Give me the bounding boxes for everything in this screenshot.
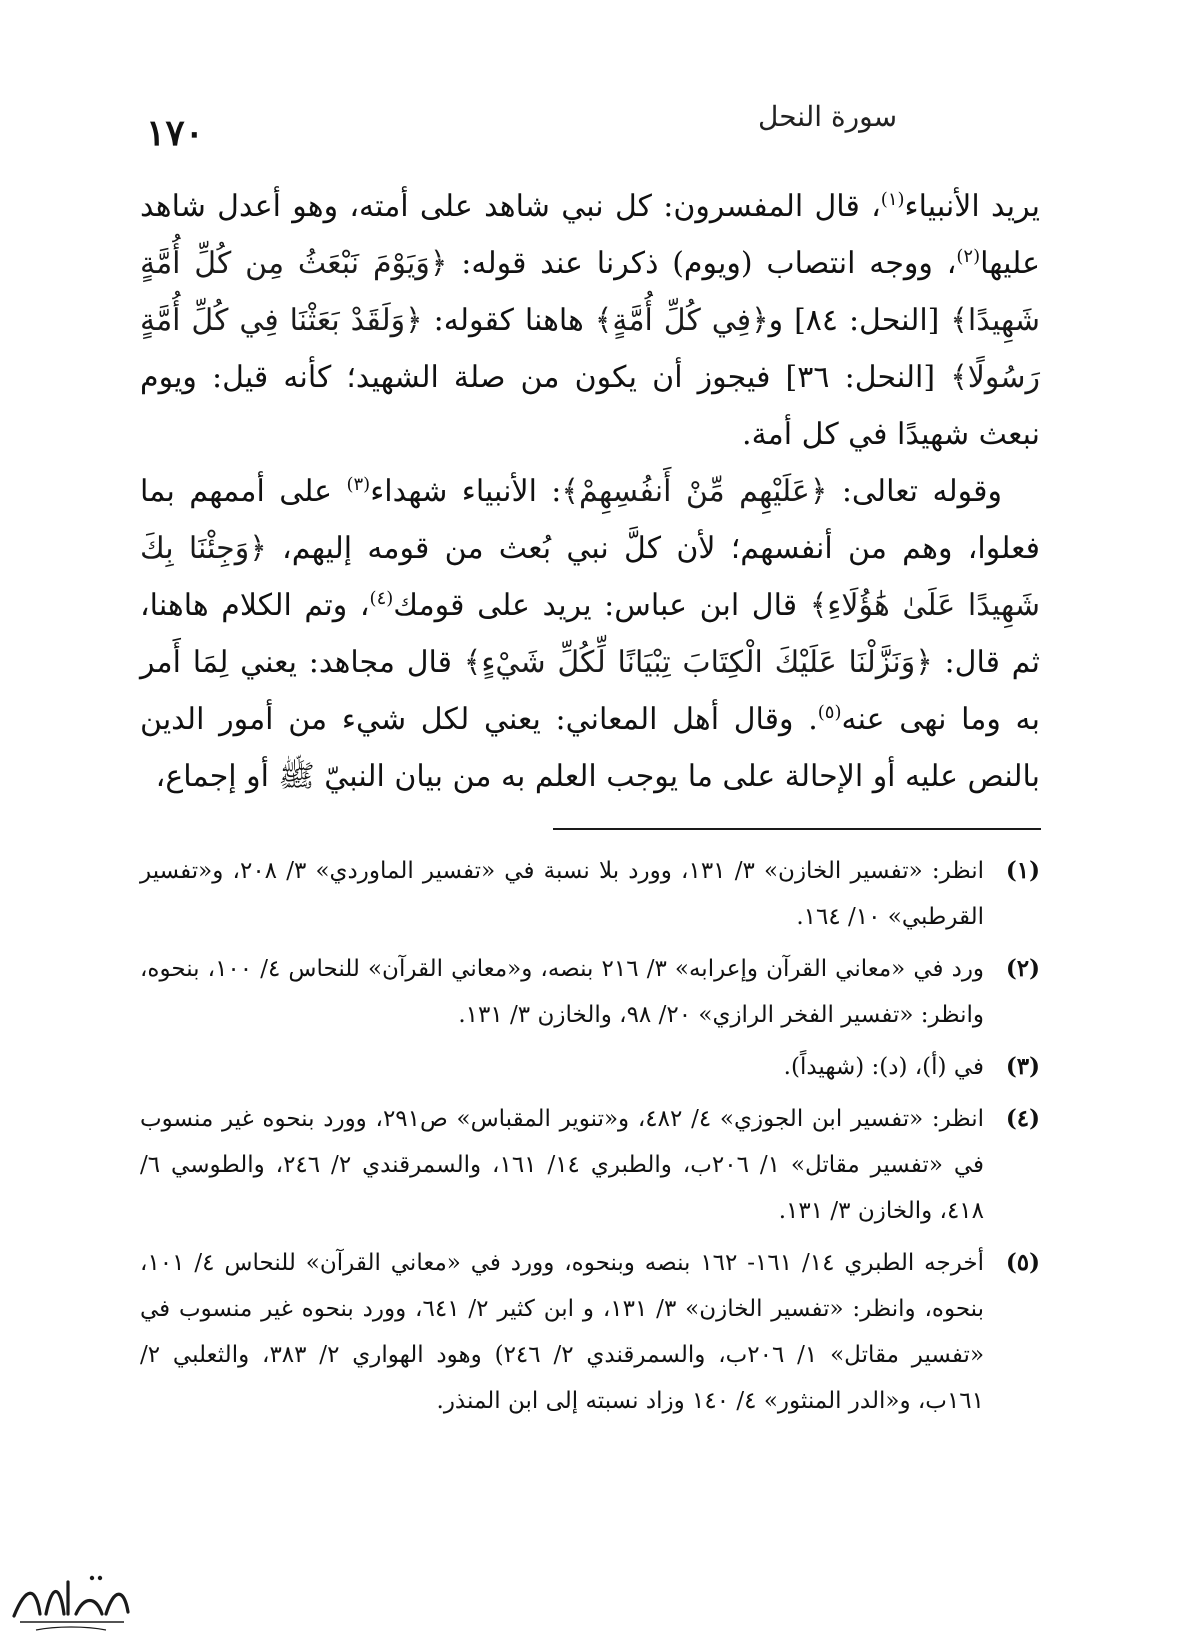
text-run: قال ابن عباس: يريد على قومك (393, 588, 810, 623)
text-run: على أممهم بما فعلوا، وهم من أنفسهم؛ لأن كلَّ نبي بُعث من قومه إليهم، (140, 474, 1040, 566)
text-run: هاهنا كقوله: (422, 303, 595, 338)
text-run: ، وتم الكلام هاهنا، ثم قال: (140, 588, 1040, 680)
surah-title: سورة النحل (758, 100, 898, 133)
footnote-number: (٥) (1005, 1249, 1040, 1276)
footnote-item (140, 946, 1040, 1038)
footnote-number: (٣) (1005, 1053, 1040, 1080)
text-run: قال مجاهد: يعني لِمَا أَمر به وما نهى عنه (140, 645, 1040, 737)
footnote-ref: (١) (880, 189, 905, 210)
quran-quote: ﴿وَنَزَّلْنَا عَلَيْكَ الْكِتَابَ تِبْيَانًا لِّكُلِّ شَيْءٍ﴾ (463, 645, 933, 680)
text-run: [النحل: ٣٦] فيجوز أن يكون من صلة الشهيد؛ كأنه قيل: ويوم نبعث شهيدًا في كل أمة. (140, 360, 1040, 452)
footnote-ref: (٥) (817, 702, 842, 723)
footnote-number: (٢) (1005, 955, 1040, 982)
footnote-item (140, 1044, 1040, 1090)
footnote-ref: (٢) (956, 246, 981, 267)
footnote-item (140, 848, 1040, 940)
publisher-logo (6, 1566, 134, 1640)
quran-quote: ﴿وَلَقَدْ بَعَثْنَا فِي كُلِّ أُمَّةٍ رَسُولًا﴾ (140, 303, 1041, 395)
footnote-text: ورد في «معاني القرآن وإعرابه» ٣/ ٢١٦ بنصه، و«معاني القرآن» للنحاس ٤/ ١٠٠، بنحوه، وانظر: «تفسير الفخر الرازي» ٢٠/ ٩٨، والخازن ٣/ ١٣١. (140, 956, 985, 1028)
footnote-number: (٤) (1005, 1105, 1040, 1132)
footnote-ref: (٤) (369, 588, 394, 609)
text-run: ، قال المفسرون: كل نبي شاهد على أمته، وهو أعدل شاهد عليها (140, 189, 1040, 281)
text-run: . وقال أهل المعاني: يعني لكل شيء من أمور الدين بالنص عليه أو الإحالة على ما يوجب العلم به من بيان النبيّ ﷺ أو إجماع، (140, 702, 1040, 794)
footnote-number: (١) (1005, 857, 1040, 884)
text-run: [النحل: ٨٤] و (768, 303, 951, 338)
footnote-text: انظر: «تفسير الخازن» ٣/ ١٣١، وورد بلا نسبة في «تفسير الماوردي» ٣/ ٢٠٨، و«تفسير القرطبي» ١٠/ ١٦٤. (140, 858, 984, 930)
footnote-text: أخرجه الطبري ١٤/ ١٦١- ١٦٢ بنصه وبنحوه، وورد في «معاني القرآن» للنحاس ٤/ ١٠١، بنحوه، وانظر: «تفسير الخازن» ٣/ ١٣١، و ابن كثير ٢/ ٦٤١، وورد بنحوه غير منسوب في «تفسير مقاتل» ١/ ٢٠٦ب، والسمرقندي ٢/ ٢٤٦) وهود الهواري ٢/ ٣٨٣، والثعلبي ٢/ ١٦١ب، و«الدر المنثور» ٤/ ١٤٠ وزاد نسبته إلى ابن المنذر. (140, 1250, 985, 1414)
quran-quote: ﴿فِي كُلِّ أُمَّةٍ﴾ (594, 303, 769, 338)
quran-quote: ﴿وَيَوْمَ نَبْعَثُ مِن كُلِّ أُمَّةٍ شَهِيدًا﴾ (140, 246, 1040, 338)
footnote-ref: (٣) (346, 474, 371, 495)
quran-quote: ﴿عَلَيْهِم مِّنْ أَنفُسِهِمْ﴾ (561, 474, 828, 509)
paragraph-2 (140, 463, 1040, 805)
text-run: : الأنبياء شهداء (370, 474, 562, 509)
footnote-item (140, 1240, 1040, 1424)
footnote-text: انظر: «تفسير ابن الجوزي» ٤/ ٤٨٢، و«تنوير المقباس» ص٢٩١، وورد بنحوه غير منسوب في «تفسير مقاتل» ١/ ٢٠٦ب، والطبري ١٤/ ١٦١، والسمرقندي ٢/ ٢٤٦، والطوسي ٦/ ٤١٨، والخازن ٣/ ١٣١. (140, 1106, 984, 1224)
text-run: ، ووجه انتصاب (ويوم) ذكرنا عند قوله: (447, 246, 957, 281)
page-header (140, 96, 1040, 156)
main-text (140, 178, 1040, 805)
footnote-text: في (أ)، (د): (شهيداً). (783, 1054, 984, 1080)
footnote-item (140, 1096, 1040, 1234)
text-run: يريد الأنبياء (904, 189, 1040, 224)
paragraph-1 (140, 178, 1040, 463)
quran-quote: ﴿وَجِئْنَا بِكَ شَهِيدًا عَلَىٰ هَٰؤُلَاءِ﴾ (140, 531, 1040, 623)
footnotes (140, 848, 1040, 1430)
page-number: ١٧٠ (146, 112, 205, 154)
footnote-divider (553, 828, 1041, 830)
text-run: وقوله تعالى: (827, 474, 1002, 509)
